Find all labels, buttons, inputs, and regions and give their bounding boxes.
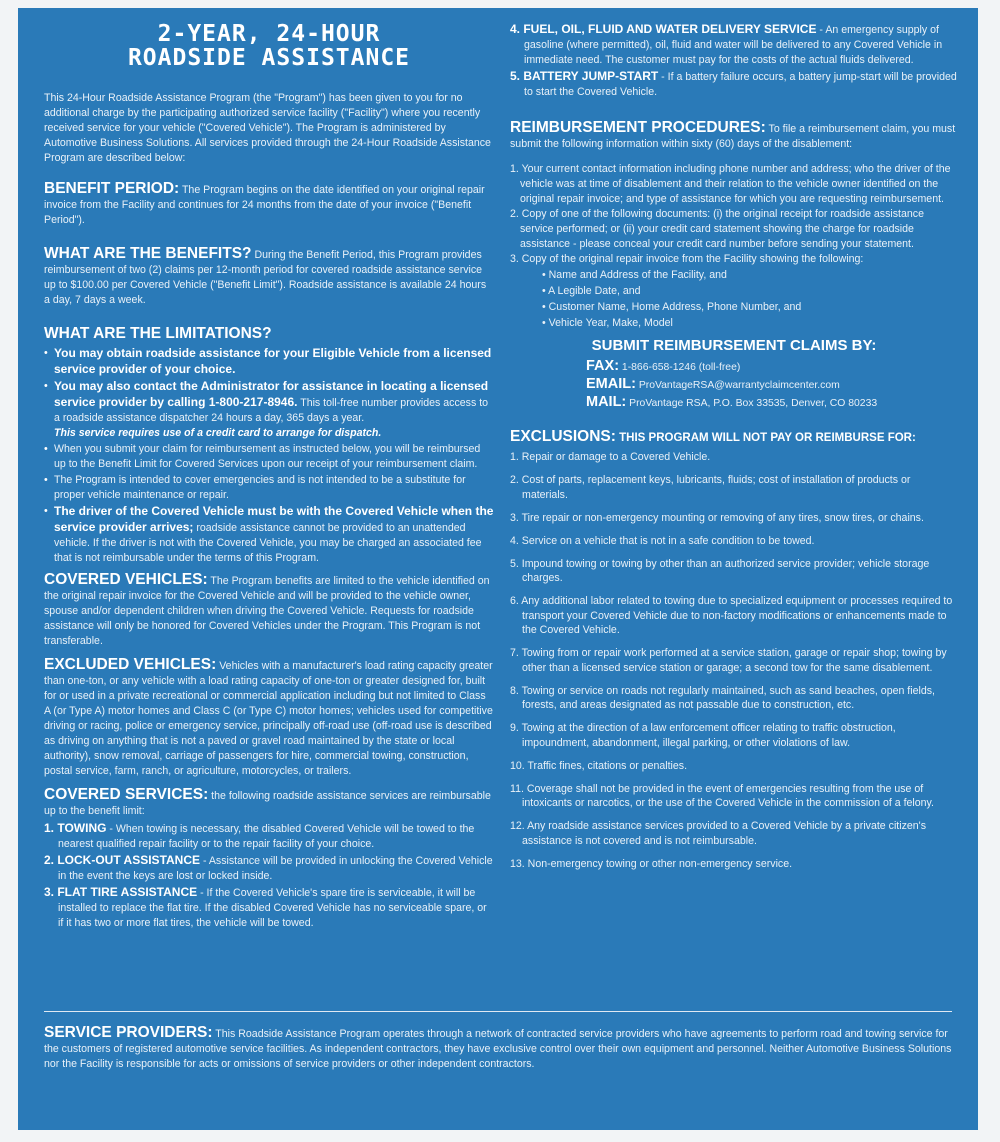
benefits-section xyxy=(44,246,494,308)
reimbursement-intro xyxy=(510,120,958,152)
list-item xyxy=(510,252,958,331)
fax-number: 1-866-658-1246 (toll-free) xyxy=(619,362,741,373)
limitation-5-text: roadside assistance cannot be provided to an unattended vehicle. If the driver is not with the Covered Vehicle, you may be charged an associated fee that is not reimbursable under the terms of this Program. xyxy=(54,522,482,564)
list-item: 11. Coverage shall not be provided in the event of emergencies resulting from the use of intoxicants or narcotics, or the use of the Covered Vehicle in the commission of a felony. xyxy=(510,782,934,809)
list-item: • Customer Name, Home Address, Phone Number, and xyxy=(542,301,802,313)
service-3-label: 3. FLAT TIRE ASSISTANCE xyxy=(44,885,198,899)
benefits-heading: WHAT ARE THE BENEFITS? xyxy=(44,245,252,262)
covered-services-section xyxy=(44,787,494,931)
fax-label: FAX: xyxy=(586,358,620,374)
service-providers-heading: SERVICE PROVIDERS: xyxy=(44,1024,213,1041)
covered-services-intro xyxy=(44,787,494,819)
document-sheet xyxy=(18,8,978,1130)
exclusions-subheading: THIS PROGRAM WILL NOT PAY OR REIMBURSE FOR: xyxy=(615,432,916,444)
excluded-vehicles-heading: EXCLUDED VEHICLES: xyxy=(44,656,217,673)
mail-address: ProVantage RSA, P.O. Box 33535, Denver, CO 80233 xyxy=(626,398,878,409)
list-item: 3. Tire repair or non-emergency mounting or removing of any tires, snow tires, or chains. xyxy=(510,511,924,524)
list-item: • Name and Address of the Facility, and xyxy=(542,269,727,281)
list-item xyxy=(44,473,494,503)
service-2-text: - Assistance will be provided in unlocking the Covered Vehicle in the event the keys are lost or locked inside. xyxy=(58,855,493,882)
service-4-text: - An emergency supply of gasoline (where permitted), oil, fluid and water will be delivered to any Covered Vehicle in immediate need. The customer must pay for the costs of the actual fluids delivered. xyxy=(524,24,943,66)
reimbursement-heading: REIMBURSEMENT PROCEDURES: xyxy=(510,119,766,136)
covered-services-heading: COVERED SERVICES: xyxy=(44,786,209,803)
service-5-text: - If a battery failure occurs, a battery jump-start will be provided to start the Covered Vehicle. xyxy=(524,71,957,98)
list-item: 4. Service on a vehicle that is not in a safe condition to be towed. xyxy=(510,534,815,547)
service-3-text: - If the Covered Vehicle's spare tire is serviceable, it will be installed to replace the flat tire. If the disabled Covered Vehicle has no serviceable spare, or if it has two or more flat tires, the vehicle will be towed. xyxy=(58,887,487,929)
fax-line xyxy=(586,358,958,376)
limitation-2-bold: You may also contact the Administrator for assistance in locating a licensed service provider by calling 1-800-217-8946. xyxy=(54,379,489,409)
limitation-2-italic: This service requires use of a credit card to arrange for dispatch. xyxy=(54,427,382,439)
list-item: 5. Impound towing or towing by other than an authorized service provider; vehicle storage charges. xyxy=(510,557,930,584)
list-item: 2. Copy of one of the following documents: (i) the original receipt for roadside assistance service performed; or (ii) your credit card statement showing the charge for roadside assistance - please conceal your credit card number before sending your statement. xyxy=(510,208,924,250)
limitation-5-bold: The driver of the Covered Vehicle must be with the Covered Vehicle when the service provider arrives; xyxy=(54,504,494,534)
list-item: • Vehicle Year, Make, Model xyxy=(542,317,673,329)
list-item: 6. Any additional labor related to towing due to specialized equipment or processes required to transport your Covered Vehicle due to non-factory modifications or enhancements made to the Covered Vehicle. xyxy=(510,595,953,636)
mail-line xyxy=(586,394,958,412)
list-item xyxy=(44,442,494,472)
exclusions-heading: EXCLUSIONS: xyxy=(510,428,616,445)
excluded-vehicles-section xyxy=(44,657,494,779)
right-column xyxy=(510,22,958,880)
covered-services-list-continued xyxy=(510,22,958,100)
reimbursement-item-3-text: 3. Copy of the original repair invoice from the Facility showing the following: xyxy=(510,253,864,265)
list-item xyxy=(44,379,494,441)
service-providers-section xyxy=(44,1025,954,1072)
left-column xyxy=(44,22,494,932)
list-item xyxy=(44,821,494,852)
list-item xyxy=(44,504,494,566)
service-1-label: 1. TOWING xyxy=(44,821,107,835)
mail-label: MAIL: xyxy=(586,394,627,410)
submit-contact-block xyxy=(510,358,958,412)
service-2-label: 2. LOCK-OUT ASSISTANCE xyxy=(44,853,201,867)
service-providers-text: This Roadside Assistance Program operates through a network of contracted service providers who have agreements to perform road and towing service for the customers of registered automotive service facilities. As independent contractors, they have exclusive control over their own equipment and personnel. Neither Automotive Business Solutions nor the Facility is responsible for acts or omissions of service providers or other independent contractors. xyxy=(44,1028,952,1070)
list-item: 1. Repair or damage to a Covered Vehicle. xyxy=(510,451,711,463)
covered-services-text: the following roadside assistance services are reimbursable up to the benefit limit: xyxy=(44,790,491,817)
covered-services-list xyxy=(44,821,494,931)
covered-vehicles-text: The Program benefits are limited to the vehicle identified on the original repair invoice for the Covered Vehicle and will be provided to the vehicle owner, spouse and/or dependent children when driving the Covered Vehicle. Requests for roadside assistance will only be honored for Covered Vehicles under the Program. This Program is not transferable. xyxy=(44,575,490,647)
limitation-1-text: You may obtain roadside assistance for your Eligible Vehicle from a licensed service provider of your choice. xyxy=(54,346,492,376)
list-item: 10. Traffic fines, citations or penalties. xyxy=(510,759,688,772)
list-item xyxy=(44,346,494,378)
title-line-1: 2-YEAR, 24-HOUR xyxy=(157,21,381,47)
list-item: 13. Non-emergency towing or other non-emergency service. xyxy=(510,857,793,870)
exclusions-list xyxy=(510,450,958,871)
invoice-requirements-list xyxy=(520,267,958,331)
covered-vehicles-section xyxy=(44,572,494,649)
list-item: 8. Towing or service on roads not regularly maintained, such as sand beaches, open fields, forests, and areas designated as not passable due to construction, etc. xyxy=(510,684,935,711)
limitations-section xyxy=(44,324,494,566)
limitations-heading: WHAT ARE THE LIMITATIONS? xyxy=(44,325,272,342)
benefit-period-heading: BENEFIT PERIOD: xyxy=(44,180,180,197)
list-item: 2. Cost of parts, replacement keys, lubricants, fluids; cost of installation of products or materials. xyxy=(510,474,911,501)
exclusions-section xyxy=(510,428,958,871)
list-item: 7. Towing from or repair work performed at a service station, garage or repair shop; towing by other than a licensed service station or garage; a second tow for the same disablement. xyxy=(510,647,947,674)
list-item: 1. Your current contact information including phone number and address; who the driver of the vehicle was at time of disablement and their relation to the vehicle owner identified on the original repair invoice; and type of assistance for which you are requesting reimbursement. xyxy=(510,163,951,205)
list-item: 9. Towing at the direction of a law enforcement officer relating to traffic obstruction, impoundment, abandonment, illegal parking, or other violations of law. xyxy=(510,722,896,749)
email-label: EMAIL: xyxy=(586,376,636,392)
list-item xyxy=(510,69,958,100)
list-item xyxy=(44,853,494,884)
service-4-label: 4. FUEL, OIL, FLUID AND WATER DELIVERY SERVICE xyxy=(510,22,817,36)
list-item: • A Legible Date, and xyxy=(542,285,641,297)
list-item xyxy=(44,885,494,931)
title-line-2: ROADSIDE ASSISTANCE xyxy=(127,45,411,71)
benefit-period-section xyxy=(44,181,494,228)
limitation-3-text: When you submit your claim for reimbursement as instructed below, you will be reimbursed up to the Benefit Limit for Covered Services upon our receipt of your reimbursement claim. xyxy=(54,443,481,470)
service-1-text: - When towing is necessary, the disabled Covered Vehicle will be towed to the nearest qualified repair facility or to the repair facility of your choice. xyxy=(58,823,475,850)
reimbursement-text: To file a reimbursement claim, you must submit the following information within sixty (60) days of the disablement: xyxy=(510,123,956,150)
list-item xyxy=(510,22,958,68)
section-divider xyxy=(44,1011,952,1012)
exclusions-heading-line xyxy=(510,428,958,446)
page-title xyxy=(44,22,494,70)
reimbursement-list xyxy=(510,162,958,331)
submit-claims-heading: SUBMIT REIMBURSEMENT CLAIMS BY: xyxy=(591,337,877,354)
benefit-period-text: The Program begins on the date identified on your original repair invoice from the Facility and continues for 24 months from the date of your invoice ("Benefit Period"). xyxy=(44,184,485,226)
list-item: 12. Any roadside assistance services provided to a Covered Vehicle by a private citizen's assistance is not covered and is not reimbursable. xyxy=(510,820,926,847)
service-5-label: 5. BATTERY JUMP-START xyxy=(510,69,659,83)
email-address: ProVantageRSA@warrantyclaimcenter.com xyxy=(635,380,840,391)
benefits-text: During the Benefit Period, this Program provides reimbursement of two (2) claims per 12-month period for covered roadside assistance service up to $100.00 per Covered Vehicle ("Benefit Limit"). Roadside assistance is available 24 hours a day, 7 days a week. xyxy=(44,249,487,306)
limitations-list xyxy=(44,346,494,566)
email-line xyxy=(586,376,958,394)
limitation-4-text: The Program is intended to cover emergencies and is not intended to be a substitute for proper vehicle maintenance or repair. xyxy=(54,474,466,501)
covered-vehicles-heading: COVERED VEHICLES: xyxy=(44,571,208,588)
limitation-2-text: This toll-free number provides access to a roadside assistance dispatcher 24 hours a day, 365 days a year. xyxy=(54,397,489,424)
intro-paragraph: This 24-Hour Roadside Assistance Program (the "Program") has been given to you for no additional charge by the participating authorized service facility ("Facility") where you recently received service for your vehicle ("Covered Vehicle"). The Program is administered by Automotive Business Solutions. All services provided through the 24-Hour Roadside Assistance Program are described below: xyxy=(44,92,491,164)
excluded-vehicles-text: Vehicles with a manufacturer's load rating capacity greater than one-ton, or any vehicle with a load rating capacity of one-ton or greater designed for, built for or used in a private recreational or commercial application including but not limited to Class A (or Type A) motor homes and Class C (or Type C) motor homes; vehicles used for competitive driving or racing, police or emergency service, principally off-road use (off-road use is described as driving on anything that is not a paved or gravel road maintained by the state or local authority), snow removal, carriage of passengers for hire, commercial towing, construction, postal service, farm, ranch, or agriculture, motorcycles, or trailers. xyxy=(44,660,493,777)
